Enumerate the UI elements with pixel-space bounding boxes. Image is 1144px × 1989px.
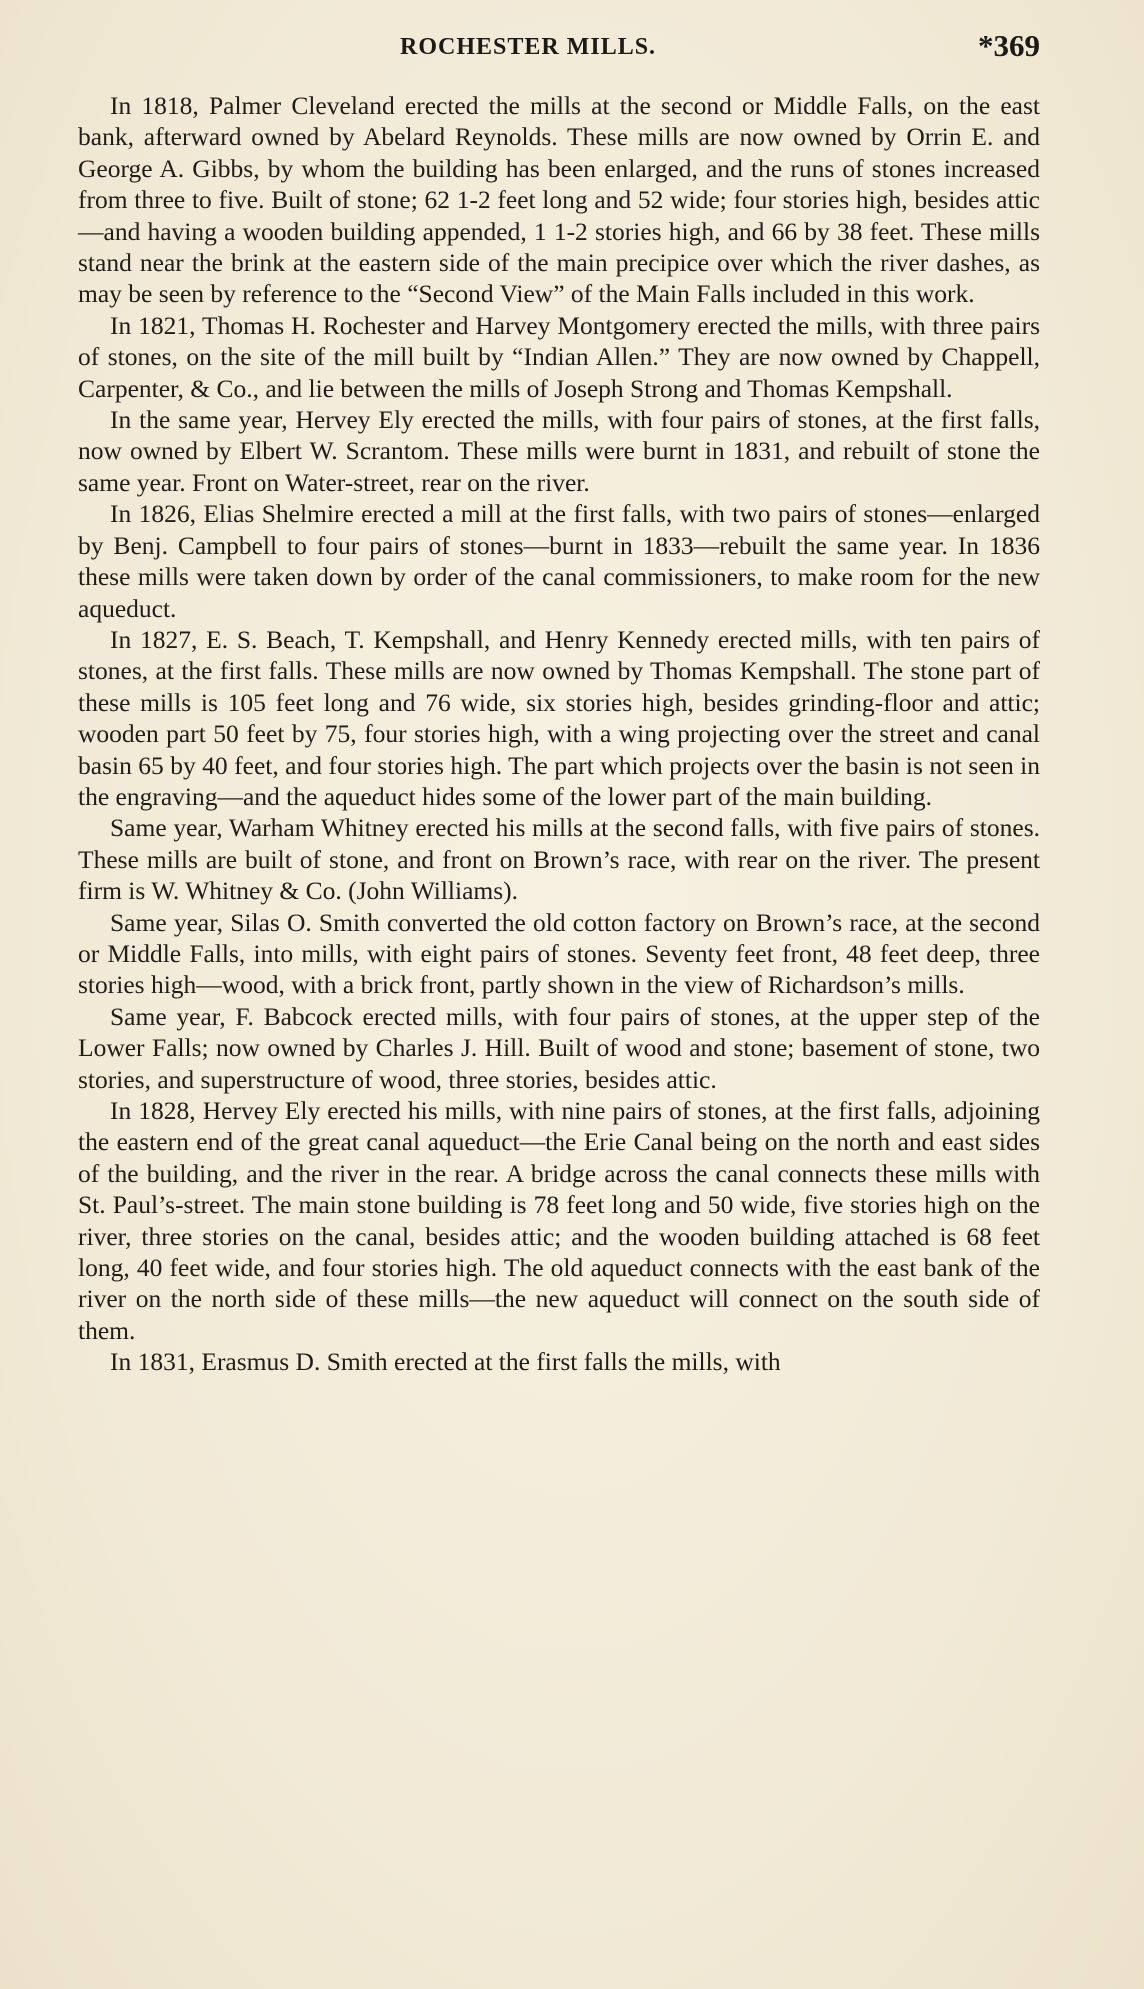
body-text — [78, 90, 1040, 1378]
paragraph: In 1831, Erasmus D. Smith erected at the first falls the mills, with — [110, 1347, 781, 1377]
paragraph: In 1828, Hervey Ely erected his mills, with nine pairs of stones, at the first falls, adjoining the eastern end of the great canal aqueduct—the Erie Canal being on the north and east sides of the building, and the river in the rear. A bridge across the canal connects these mills with St. Paul’s-street. The main stone building is 78 feet long and 50 wide, five stories high on the river, three stories on the canal, besides attic; and the wooden building attached is 68 feet long, 40 feet wide, and four stories high. The old aqueduct connects with the east bank of the river on the north side of these mills—the new aqueduct will connect on the south side of them. — [78, 1096, 1040, 1345]
running-head — [78, 28, 1040, 68]
page-number: *369 — [978, 28, 1040, 63]
running-title: ROCHESTER MILLS. — [400, 34, 657, 60]
paragraph: In 1827, E. S. Beach, T. Kempshall, and Henry Kennedy erected mills, with ten pairs of stones, at the first falls. These mills are now owned by Thomas Kempshall. The stone part of these mills is 105 feet long and 76 wide, six stories high, besides grinding-floor and attic; wooden part 50 feet by 75, four stories high, with a wing projecting over the street and canal basin 65 by 40 feet, and four stories high. The part which projects over the basin is not seen in the engraving—and the aqueduct hides some of the lower part of the main building. — [78, 624, 1040, 811]
paragraph: Same year, F. Babcock erected mills, with four pairs of stones, at the upper step of the Lower Falls; now owned by Charles J. Hill. Built of wood and stone; basement of stone, two stories, and superstructure of wood, three stories, besides attic. — [78, 1001, 1040, 1094]
paragraph: In 1818, Palmer Cleveland erected the mills at the second or Middle Falls, on the east bank, afterward owned by Abelard Reynolds. These mills are now owned by Orrin E. and George A. Gibbs, by whom the building has been enlarged, and the runs of stones increased from three to five. Built of stone; 62 1-2 feet long and 52 wide; four stories high, besides attic—and having a wooden building appended, 1 1-2 stories high, and 66 by 38 feet. These mills stand near the brink at the eastern side of the main precipice over which the river dashes, as may be seen by reference to the “Second View” of the Main Falls included in this work. — [78, 91, 1040, 309]
paragraph: In 1826, Elias Shelmire erected a mill at the first falls, with two pairs of stones—enlarged by Benj. Campbell to four pairs of stones—burnt in 1833—rebuilt the same year. In 1836 these mills were taken down by order of the canal commissioners, to make room for the new aqueduct. — [78, 499, 1040, 623]
paragraph: Same year, Silas O. Smith converted the old cotton factory on Brown’s race, at the second or Middle Falls, into mills, with eight pairs of stones. Seventy feet front, 48 feet deep, three stories high—wood, with a brick front, partly shown in the view of Richardson’s mills. — [78, 907, 1040, 1000]
paragraph: Same year, Warham Whitney erected his mills at the second falls, with five pairs of stones. These mills are built of stone, and front on Brown’s race, with rear on the river. The present firm is W. Whitney & Co. (John Williams). — [78, 813, 1040, 906]
paragraph: In the same year, Hervey Ely erected the mills, with four pairs of stones, at the first falls, now owned by Elbert W. Scrantom. These mills were burnt in 1831, and rebuilt of stone the same year. Front on Water-street, rear on the river. — [78, 405, 1040, 497]
paragraph: In 1821, Thomas H. Rochester and Harvey Montgomery erected the mills, with three pairs of stones, on the site of the mill built by “Indian Allen.” They are now owned by Chappell, Carpenter, & Co., and lie between the mills of Joseph Strong and Thomas Kempshall. — [78, 310, 1040, 403]
